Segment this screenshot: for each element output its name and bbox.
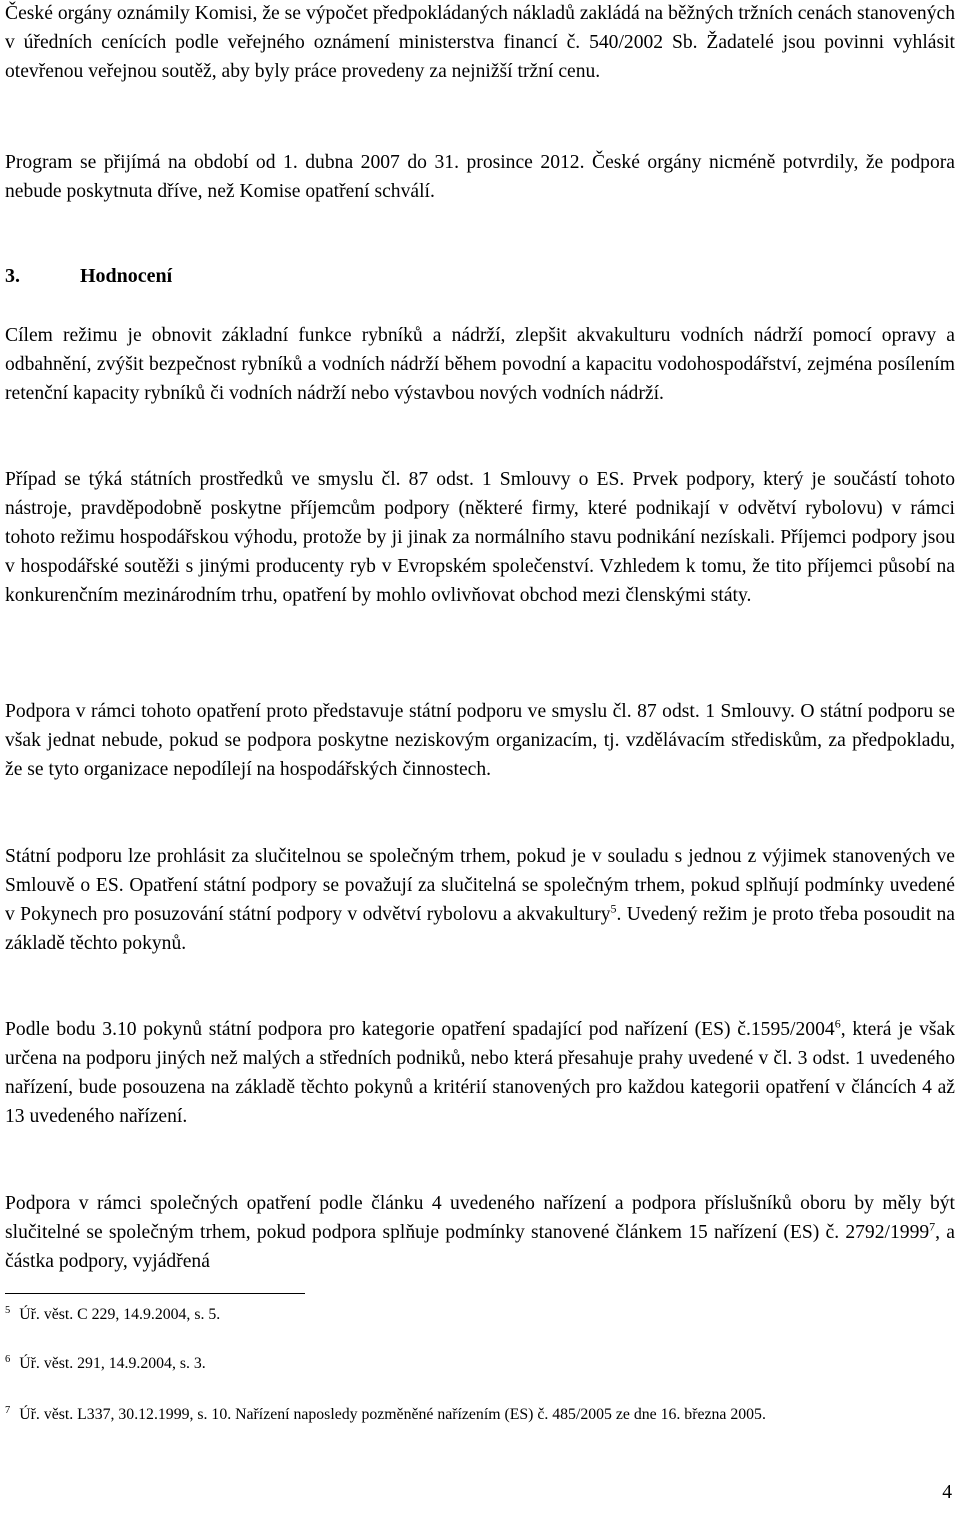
paragraph-6 (5, 842, 955, 958)
footnote-mark: 6 (5, 1353, 11, 1365)
paragraph-2: Program se přijímá na období od 1. dubna 2007 do 31. prosince 2012. České orgány nicméně potvrdily, že podpora nebude poskytnuta dříve, než Komise opatření schválí. (5, 152, 955, 202)
footnote-ref-6[interactable]: 6 (834, 1016, 841, 1031)
footnote-7 (5, 1402, 955, 1428)
footnote-ref-5[interactable]: 5 (610, 901, 617, 916)
paragraph-6-text-b: . Uvedený režim je proto třeba posoudit na základě těchto pokynů. (5, 904, 955, 954)
footnote-separator (5, 1293, 305, 1294)
footnote-6 (5, 1351, 955, 1377)
footnote-ref-7[interactable]: 7 (929, 1219, 936, 1234)
footnote-text: Úř. věst. C 229, 14.9.2004, s. 5. (19, 1306, 221, 1323)
paragraph-7-text-b: , která je však určena na podporu jiných než malých a středních podniků, nebo která přesahuje prahy uvedené v čl. 3 odst. 1 uvedeného nařízení, bude posouzena na základě těchto pokynů a kritérií stanovených pro každou kategorii opatření v článcích 4 až 13 uvedeného nařízení. (5, 1019, 956, 1127)
page-number: 4 (942, 1482, 952, 1503)
paragraph-7 (5, 1015, 955, 1131)
footnote-text: Úř. věst. 291, 14.9.2004, s. 3. (19, 1355, 206, 1372)
footnote-text: Úř. věst. L337, 30.12.1999, s. 10. Nařízení naposledy pozměněné nařízením (ES) č. 485/2005 ze dne 16. března 2005. (19, 1406, 766, 1423)
paragraph-7-text-a: Podle bodu 3.10 pokynů státní podpora pro kategorie opatření spadající pod nařízení (ES) č.1595/2004 (5, 1019, 835, 1040)
paragraph-8 (5, 1189, 955, 1276)
paragraph-1: České orgány oznámily Komisi, že se výpočet předpokládaných nákladů zakládá na běžných tržních cenách stanovených v úředních cenících podle veřejného oznámení ministerstva financí č. 540/2002 Sb. Žadatelé jsou povinni vyhlásit otevřenou veřejnou soutěž, aby byly práce provedeny za nejnižší tržní cenu. (5, 3, 955, 82)
paragraph-4: Případ se týká státních prostředků ve smyslu čl. 87 odst. 1 Smlouvy o ES. Prvek podpory, který je součástí tohoto nástroje, pravděpodobně poskytne příjemcům podpory (některé firmy, které podnikají v odvětví rybolovu) v rámci tohoto režimu hospodářskou výhodu, protože by ji jinak za normálního stavu podnikání nezískali. Příjemci podpory jsou v hospodářské soutěži s jinými producenty ryb v Evropském společenství. Vzhledem k tomu, že tito příjemci působí na konkurenčním mezinárodním trhu, opatření by mohlo ovlivňovat obchod mezi členskými státy. (5, 469, 955, 606)
footnote-5 (5, 1302, 955, 1328)
paragraph-6-text-a: Státní podporu lze prohlásit za slučitelnou se společným trhem, pokud je v souladu s jednou z výjimek stanovených ve Smlouvě o ES. Opatření státní podpory se považují za slučitelná se společným trhem, pokud splňují podmínky uvedené v Pokynech pro posuzování státní podpory v odvětví rybolovu a akvakultury (5, 846, 955, 925)
section-number: 3. (5, 265, 20, 287)
footnote-mark: 7 (5, 1404, 11, 1416)
section-title: Hodnocení (80, 265, 173, 287)
paragraph-3: Cílem režimu je obnovit základní funkce rybníků a nádrží, zlepšit akvakulturu vodních nádrží pomocí opravy a odbahnění, zvýšit bezpečnost rybníků a vodních nádrží během povodní a kapacitu vodohospodářství, zejména posílením retenční kapacity rybníků či vodních nádrží nebo výstavbou nových vodních nádrží. (5, 325, 955, 404)
paragraph-8-text-b: , a částka podpory, vyjádřená (5, 1222, 956, 1272)
footnote-mark: 5 (5, 1304, 11, 1316)
section-heading (5, 262, 172, 291)
paragraph-8-text-a: Podpora v rámci společných opatření podle článku 4 uvedeného nařízení a podpora příslušníků oboru by měly být slučitelné se společným trhem, pokud podpora splňuje podmínky stanovené článkem 15 nařízení (ES) č. 2792/1999 (5, 1193, 955, 1243)
paragraph-5: Podpora v rámci tohoto opatření proto představuje státní podporu ve smyslu čl. 87 odst. 1 Smlouvy. O státní podporu se však jednat nebude, pokud se podpora poskytne neziskovým organizacím, tj. vzdělávacím střediskům, za předpokladu, že se tyto organizace nepodílejí na hospodářských činnostech. (5, 701, 955, 780)
